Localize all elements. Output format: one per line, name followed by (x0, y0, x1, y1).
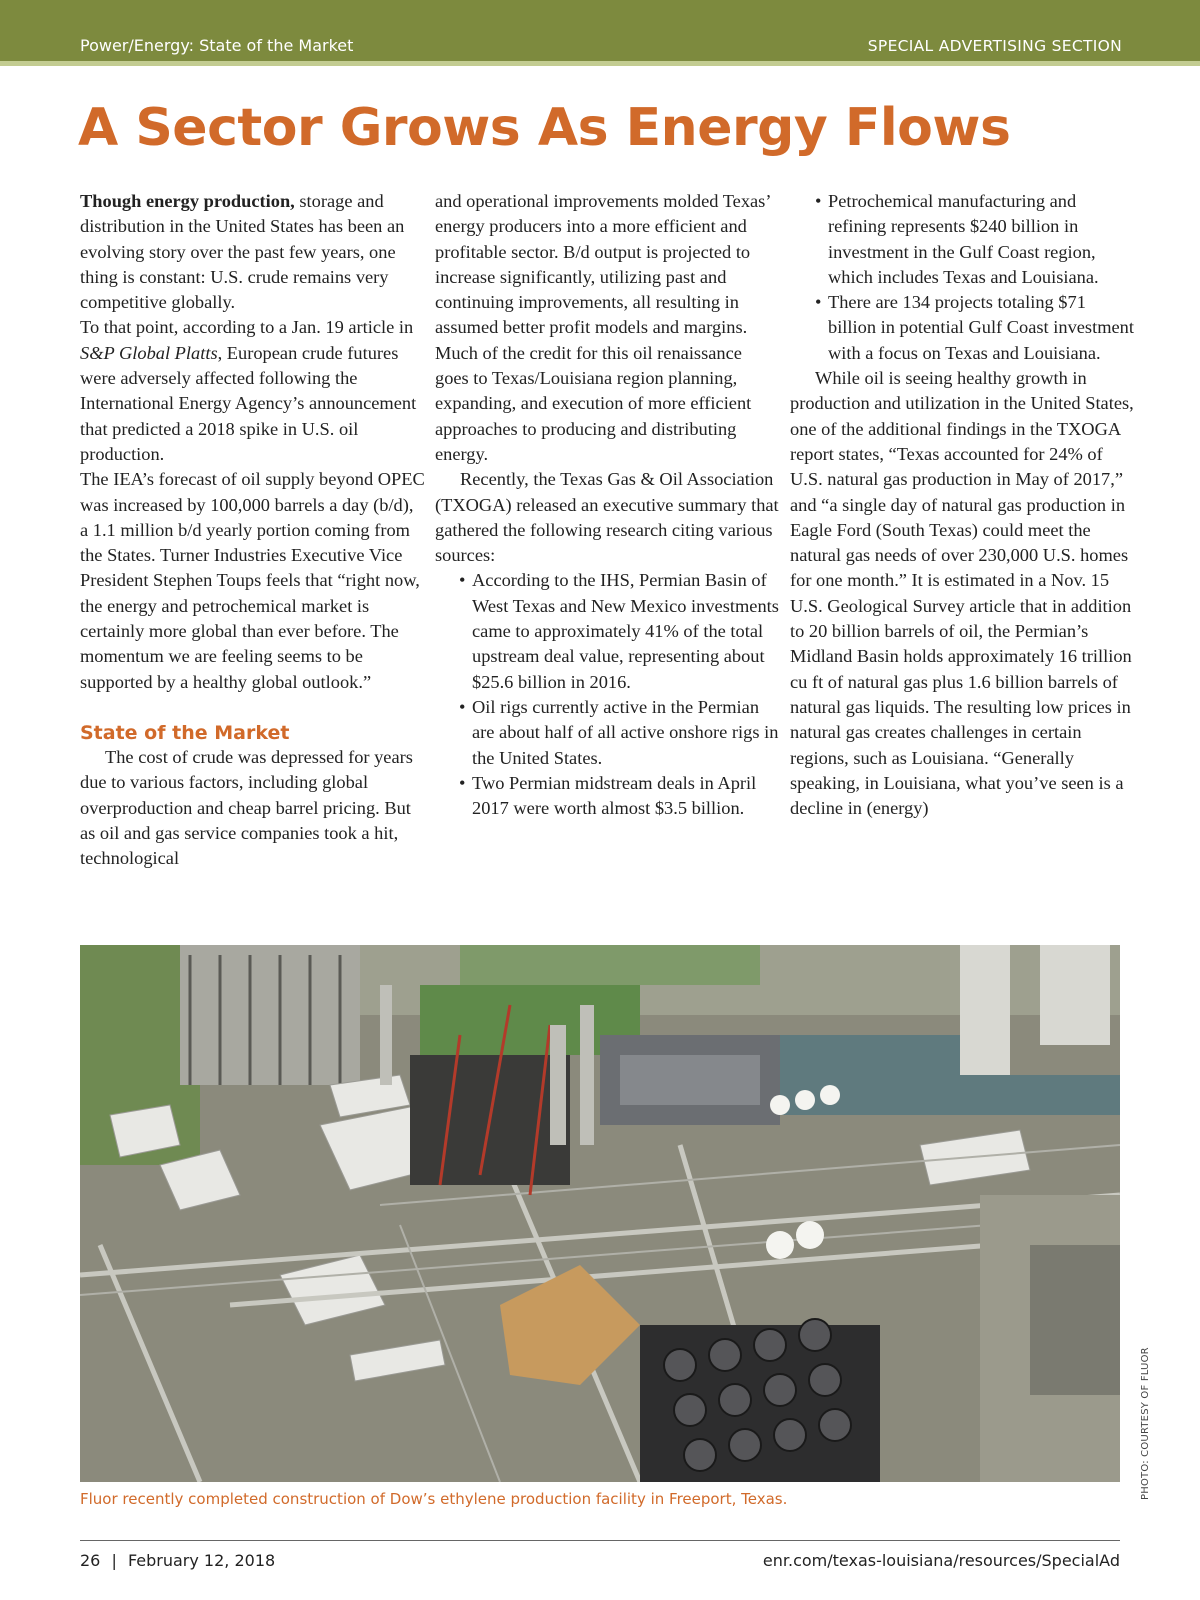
list-item: • Two Permian midstream deals in April 2017 were worth almost $3.5 billion. (459, 772, 757, 819)
paragraph-6: Recently, the Texas Gas & Oil Association (TXOGA) released an executive summary that gathered the following research citing various sources: (435, 469, 779, 566)
footer-divider (80, 1540, 1120, 1541)
section-header-bar (0, 0, 1200, 66)
refinery-illustration (80, 945, 1120, 1482)
paragraph-3: The IEA’s forecast of oil supply beyond OPEC was increased by 100,000 barrels a day (b/d), a 1.1 million b/d yearly portion coming from the States. Turner Industries Executive Vice President Stephen Toups feels that “right now, the energy and petrochemical market is certainly more global than ever before. The momentum we are feeling seems to be supported by a healthy global outlook.” (80, 469, 425, 692)
paragraph-2-text-b: , European crude futures were adversely affected following the International Energy Agency’s announcement that predicted a 2018 spike in U.S. oil production. (80, 342, 417, 464)
list-item: • Petrochemical manufacturing and refining represents $240 billion in investment in the Gulf Coast region, which includes Texas and Louisiana. (815, 191, 1099, 287)
bullet-icon: • (815, 191, 822, 211)
paragraph-1-text: storage and distribution in the United States has been an evolving story over the past few years, one thing is constant: U.S. crude remains very competitive globally. (80, 191, 405, 313)
page-number: 26 (80, 1551, 101, 1570)
footer-url-link[interactable]: enr.com/texas-louisiana/resources/SpecialAd (762, 1551, 1120, 1570)
lead-in: Though energy production, (80, 191, 295, 211)
facility-aerial-photo (80, 945, 1120, 1482)
list-item: • There are 134 projects totaling $71 billion in potential Gulf Coast investment with a focus on Texas and Louisiana. (815, 292, 1134, 363)
publication-name: S&P Global Platts (80, 342, 218, 363)
list-item: • According to the IHS, Permian Basin of West Texas and New Mexico investments came to approximately 41% of the total upstream deal value, representing about $25.6 billion in 2016. (459, 570, 779, 692)
article-column-2 (435, 189, 780, 821)
section-title: Power/Energy: State of the Market (80, 36, 354, 55)
advertising-label: SPECIAL ADVERTISING SECTION (867, 37, 1122, 55)
bullet-icon: • (459, 772, 466, 793)
bullet-icon: • (459, 570, 466, 591)
bullet-icon: • (815, 292, 822, 313)
paragraph-4: The cost of crude was depressed for years due to various factors, including global overproduction and cheap barrel pricing. But as oil and gas service companies took a hit, technological (80, 746, 413, 869)
paragraph-1 (80, 189, 425, 315)
paragraph-2-text-a: To that point, according to a Jan. 19 article in (80, 317, 414, 338)
paragraph-7: While oil is seeing healthy growth in production and utilization in the United States, one of the additional findings in the TXOGA report states, “Texas accounted for 24% of U.S. natural gas production in May of 2017,” and “a single day of natural gas production in Eagle Ford (South Texas) could meet the natural gas needs of over 230,000 U.S. homes for one month.” It is estimated in a Nov. 15 U.S. Geological Survey article that in addition to 20 billion barrels of oil, the Permian’s Midland Basin holds approximately 16 trillion cu ft of natural gas plus 1.6 billion barrels of natural gas liquids. The resulting low prices in natural gas creates challenges in certain regions, such as Louisiana. “Generally speaking, in Louisiana, what you’ve seen is a decline in (energy) (790, 368, 1134, 819)
paragraph-5: and operational improvements molded Texas’ energy producers into a more efficient and profitable sector. B/d output is projected to increase significantly, utilizing past and continuing improvements, all resulting in assumed better profit models and margins. Much of the credit for this oil renaissance goes to Texas/Louisiana region planning, expanding, and execution of more efficient approaches to producing and distributing energy. (435, 191, 771, 464)
article-column-1 (80, 189, 425, 871)
article-headline: A Sector Grows As Energy Flows (78, 98, 1011, 158)
list-item: • Oil rigs currently active in the Permian are about half of all active onshore rigs in the United States. (459, 696, 779, 768)
issue-date: February 12, 2018 (127, 1551, 276, 1570)
paragraph-2 (80, 315, 425, 467)
photo-caption: Fluor recently completed construction of Dow’s ethylene production facility in Freeport, Texas. (80, 1490, 788, 1508)
bullet-icon: • (459, 696, 466, 717)
investment-bullet-list (790, 189, 1135, 366)
footer-page-info (80, 1551, 275, 1570)
article-column-3 (790, 189, 1135, 821)
footer-separator: | (111, 1551, 117, 1570)
photo-credit: PHOTO: COURTESY OF FLUOR (1140, 1347, 1151, 1500)
research-bullet-list (435, 568, 780, 821)
subhead-state-of-market: State of the Market (80, 721, 290, 744)
